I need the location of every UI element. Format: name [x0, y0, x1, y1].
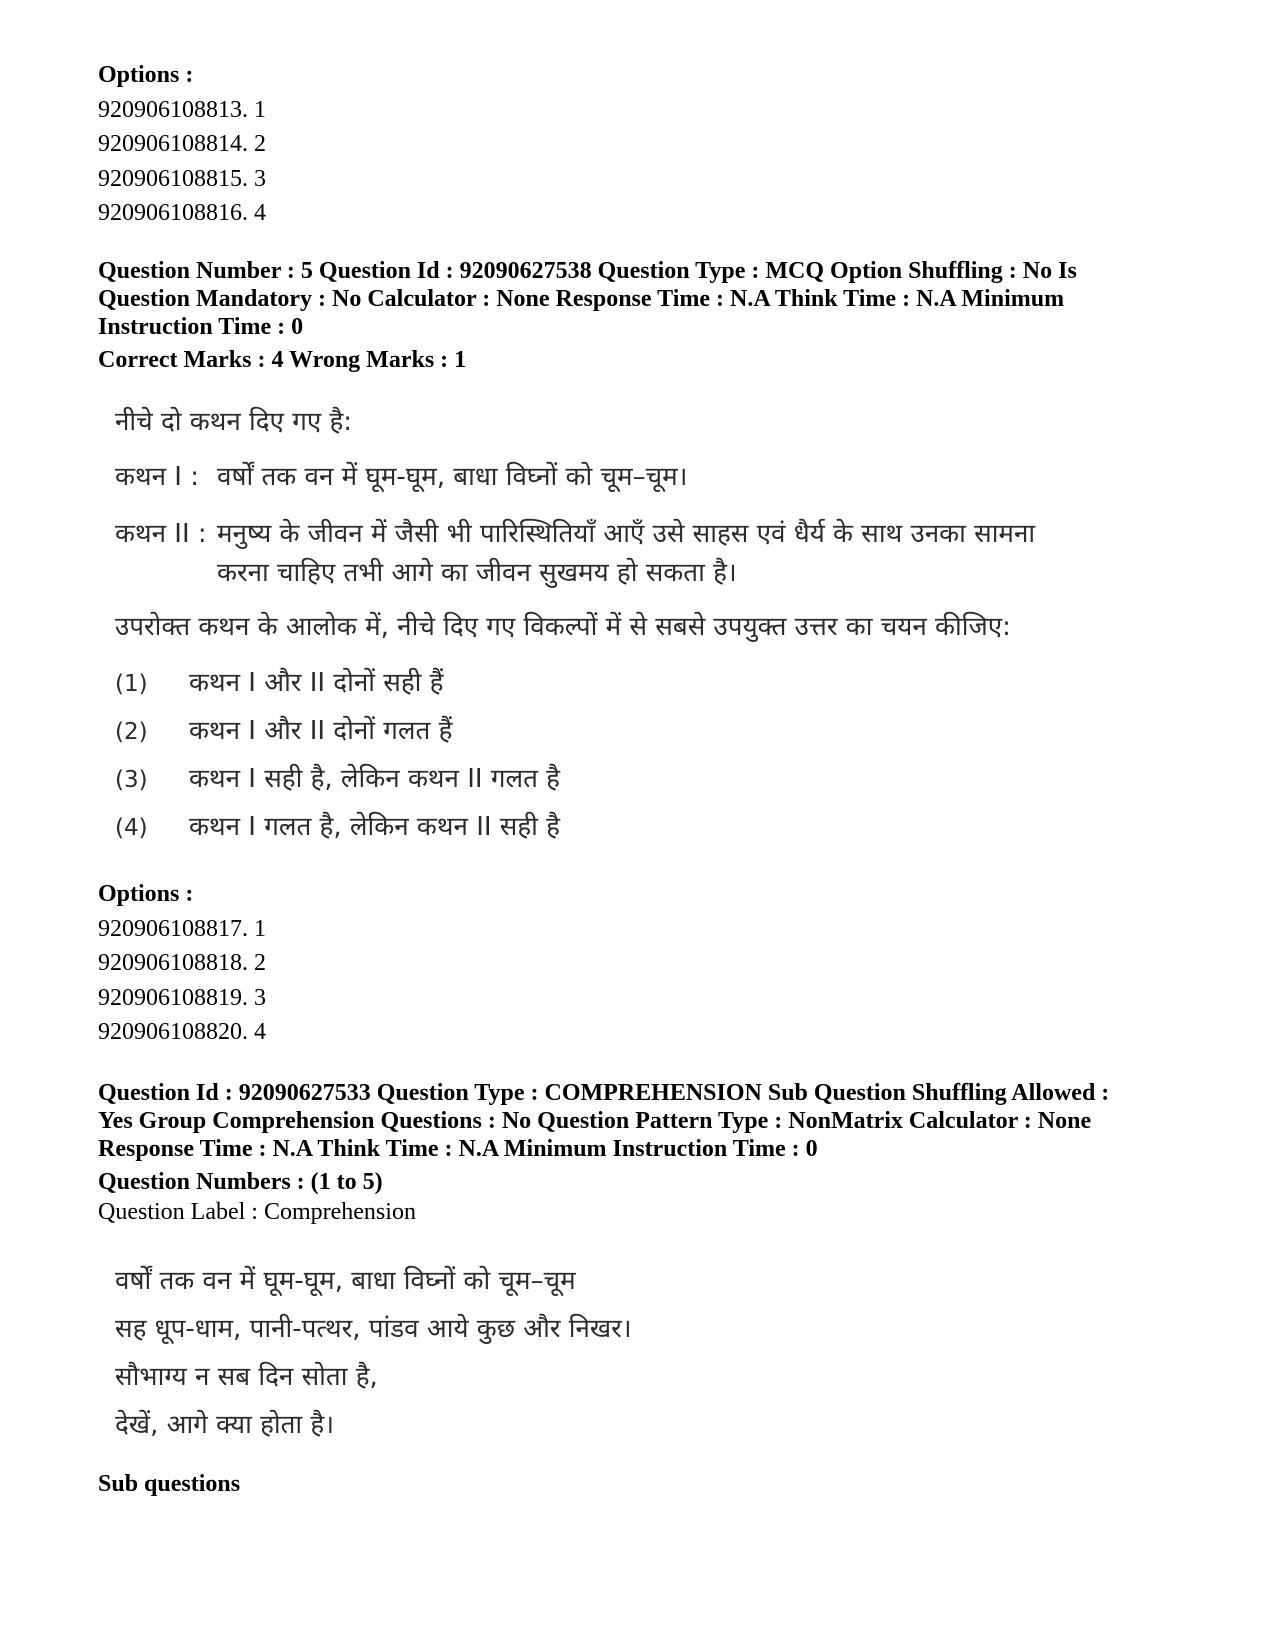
option-item: 920906108820. 4 [98, 1019, 266, 1045]
choice-item [115, 759, 560, 795]
question-instruction: उपरोक्त कथन के आलोक में, नीचे दिए गए विकल्पों में से सबसे उपयुक्त उत्तर का चयन कीजिए: [115, 612, 1011, 642]
choice-text: कथन I और II दोनों गलत हैं [189, 716, 453, 746]
choice-number: (4) [115, 815, 148, 841]
poem-line: सौभाग्य न सब दिन सोता है, [115, 1362, 378, 1392]
option-item: 920906108815. 3 [98, 165, 266, 192]
question-label: Question Label : Comprehension [98, 1199, 416, 1225]
choice-item [115, 807, 560, 843]
option-item: 920906108818. 2 [98, 950, 266, 976]
statement-1-label: कथन I : [115, 462, 199, 492]
question-marks: Correct Marks : 4 Wrong Marks : 1 [98, 347, 467, 373]
statement-2-label: कथन II : [115, 519, 207, 549]
option-item: 920906108819. 3 [98, 984, 266, 1011]
choice-item [115, 711, 452, 747]
q4-options-block [98, 58, 1198, 231]
q5-header [98, 257, 1198, 374]
sub-questions-heading: Sub questions [98, 1471, 241, 1497]
statement-1 [115, 457, 688, 493]
options-heading: Options : [98, 62, 194, 88]
option-item: 920906108817. 1 [98, 915, 266, 942]
option-item: 920906108816. 4 [98, 200, 266, 226]
question-meta-line: Question Number : 5 Question Id : 92090627538 Question Type : MCQ Option Shuffling : No Is [98, 258, 1077, 284]
options-heading: Options : [98, 881, 194, 907]
q5-options-block [98, 877, 1198, 1050]
poem-line: देखें, आगे क्या होता है। [115, 1410, 335, 1440]
statement-2-continued: करना चाहिए तभी आगे का जीवन सुखमय हो सकता है। [217, 558, 737, 588]
comprehension-meta-line: Question Id : 92090627533 Question Type : COMPREHENSION Sub Question Shuffling Allowed : [98, 1080, 1110, 1106]
poem-line: सह धूप-धाम, पानी-पत्थर, पांडव आये कुछ और निखर। [115, 1314, 632, 1344]
statement-2-text: मनुष्य के जीवन में जैसी भी पारिस्थितियाँ आएँ उसे साहस एवं धैर्य के साथ उनका सामना [217, 519, 1036, 549]
statement-1-text: वर्षों तक वन में घूम-घूम, बाधा विघ्नों को चूम–चूम। [217, 462, 688, 492]
option-item: 920906108813. 1 [98, 96, 266, 123]
choice-text: कथन I सही है, लेकिन कथन II गलत है [189, 764, 560, 794]
choice-item [115, 663, 443, 699]
poem-line: वर्षों तक वन में घूम-घूम, बाधा विघ्नों को चूम–चूम [115, 1266, 576, 1296]
choice-number: (1) [115, 671, 148, 697]
choice-text: कथन I गलत है, लेकिन कथन II सही है [189, 812, 560, 842]
statement-2 [115, 514, 1035, 550]
choice-number: (3) [115, 767, 148, 793]
comprehension-meta-line: Yes Group Comprehension Questions : No Question Pattern Type : NonMatrix Calculator : None [98, 1108, 1092, 1134]
choice-number: (2) [115, 719, 148, 745]
option-item: 920906108814. 2 [98, 131, 266, 157]
question-intro: नीचे दो कथन दिए गए है: [115, 407, 353, 437]
question-numbers: Question Numbers : (1 to 5) [98, 1169, 383, 1195]
comprehension-header [98, 1079, 1198, 1228]
comprehension-meta-line: Response Time : N.A Think Time : N.A Minimum Instruction Time : 0 [98, 1136, 818, 1162]
question-meta-line: Instruction Time : 0 [98, 314, 304, 340]
question-meta-line: Question Mandatory : No Calculator : None Response Time : N.A Think Time : N.A Minimum [98, 286, 1065, 312]
choice-text: कथन I और II दोनों सही हैं [189, 668, 444, 698]
